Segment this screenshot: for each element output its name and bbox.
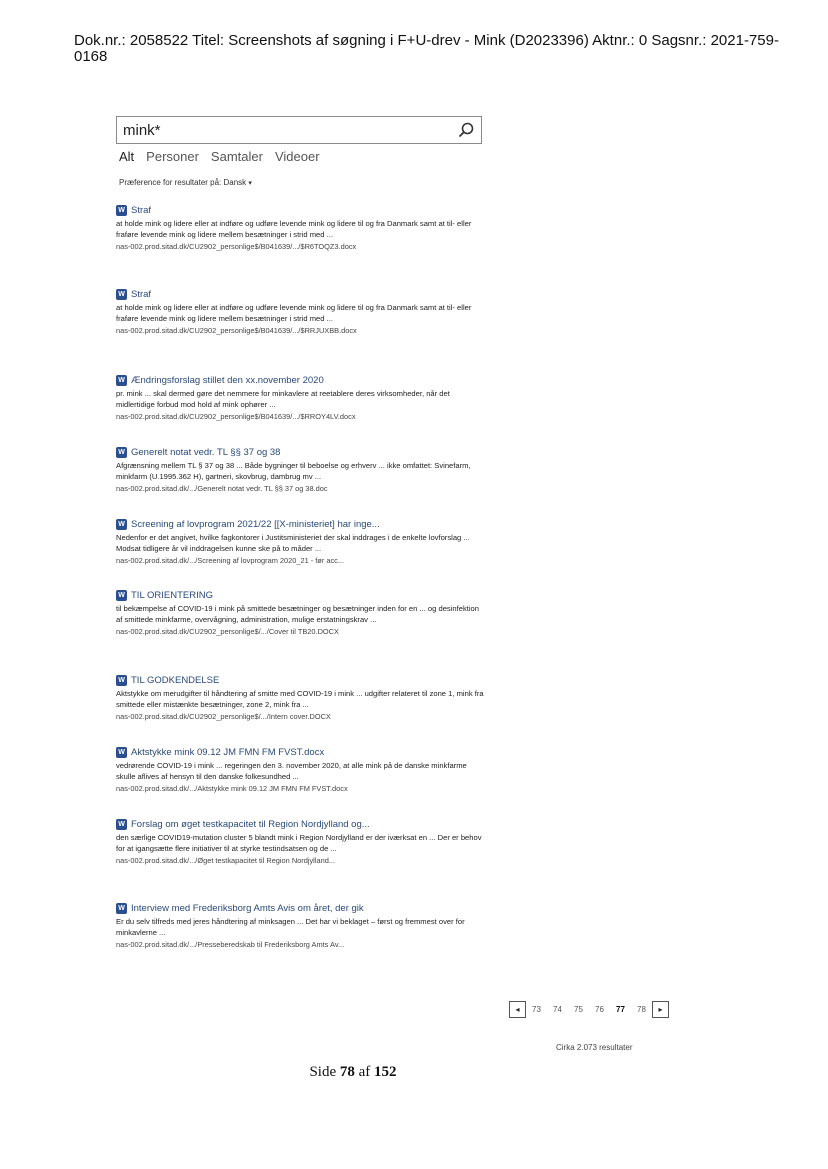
result-title[interactable]: TIL GODKENDELSE: [131, 675, 220, 686]
word-doc-icon: W: [116, 519, 127, 530]
result-title[interactable]: Straf: [131, 205, 152, 216]
result-title[interactable]: TIL ORIENTERING: [131, 590, 213, 601]
result-title[interactable]: Ændringsforslag stillet den xx.november 2020: [131, 375, 324, 386]
next-page-button[interactable]: ▸: [652, 1001, 669, 1018]
word-doc-icon: W: [116, 675, 127, 686]
tab-samtaler[interactable]: Samtaler: [210, 149, 263, 164]
result-item: [116, 447, 486, 493]
result-item: [116, 375, 486, 421]
result-url: nas-002.prod.sitad.dk/CU2902_personlige$/B041639/.../$RRJUXBB.docx: [116, 326, 357, 335]
result-url: nas-002.prod.sitad.dk/.../Screening af lovprogram 2020_21 - før acc...: [116, 556, 344, 565]
result-url: nas-002.prod.sitad.dk/.../Generelt notat vedr. TL §§ 37 og 38.doc: [116, 484, 328, 493]
tab-personer[interactable]: Personer: [146, 149, 199, 164]
tab-alt[interactable]: Alt: [119, 149, 135, 164]
search-icon[interactable]: [457, 121, 475, 139]
result-snippet: Afgrænsning mellem TL § 37 og 38 ... Både bygninger til beboelse og erhverv ... ikke omfattet: Svinefarm, minkfarm (U.1995.362 H), gartneri, skovbrug, dambrug mv ...: [116, 461, 471, 481]
word-doc-icon: W: [116, 447, 127, 458]
footer-middle: af: [354, 1064, 375, 1080]
search-box[interactable]: [116, 116, 482, 144]
word-doc-icon: W: [116, 375, 127, 386]
result-item: [116, 519, 486, 565]
result-snippet: at holde mink og lidere eller at indføre og udføre levende mink og lidere til og fra Danmark samt at til- eller fraføre levende mink og lidere mellem besætninger i strid med ...: [116, 219, 472, 239]
result-item: [116, 289, 486, 335]
page-footer: [0, 1064, 706, 1081]
tab-videoer[interactable]: Videoer: [274, 149, 320, 164]
page-link-73[interactable]: 73: [532, 1004, 541, 1014]
result-title[interactable]: Generelt notat vedr. TL §§ 37 og 38: [131, 447, 281, 458]
result-snippet: pr. mink ... skal dermed gøre det nemmere for minkavlere at reetablere deres virksomheder, når det midlertidige forbud mod hold af mink ophører ...: [116, 389, 450, 409]
page-link-75[interactable]: 75: [574, 1004, 583, 1014]
result-url: nas-002.prod.sitad.dk/.../Øget testkapacitet til Region Nordjylland...: [116, 856, 335, 865]
result-title[interactable]: Aktstykke mink 09.12 JM FMN FM FVST.docx: [131, 747, 325, 758]
result-url: nas-002.prod.sitad.dk/CU2902_personlige$/B041639/.../$RROY4LV.docx: [116, 412, 356, 421]
result-item: [116, 903, 486, 949]
previous-page-button[interactable]: ◂: [509, 1001, 526, 1018]
search-input[interactable]: [123, 120, 443, 140]
word-doc-icon: W: [116, 903, 127, 914]
result-item: [116, 819, 486, 865]
result-item: [116, 205, 486, 251]
result-url: nas-002.prod.sitad.dk/CU2902_personlige$/.../Intern cover.DOCX: [116, 712, 331, 721]
result-item: [116, 675, 486, 721]
chevron-down-icon[interactable]: ▾: [248, 180, 252, 187]
pagination: [509, 999, 669, 1019]
result-url: nas-002.prod.sitad.dk/CU2902_personlige$/.../Cover til TB20.DOCX: [116, 627, 339, 636]
page-link-77: 77: [616, 1004, 625, 1014]
word-doc-icon: W: [116, 747, 127, 758]
search-tabs: [119, 149, 320, 164]
result-snippet: Er du selv tilfreds med jeres håndtering af minksagen ... Det har vi beklaget – først og fremmest over for minkavlerne ...: [116, 917, 465, 937]
result-count: Cirka 2.073 resultater: [556, 1043, 633, 1052]
page-link-78[interactable]: 78: [637, 1004, 646, 1014]
word-doc-icon: W: [116, 590, 127, 601]
result-title[interactable]: Interview med Frederiksborg Amts Avis om året, der gik: [131, 903, 364, 914]
word-doc-icon: W: [116, 205, 127, 216]
result-snippet: vedrørende COVID-19 i mink ... regeringen den 3. november 2020, at alle mink på de danske minkfarme skulle aflives af hensyn til den danske folkesundhed ...: [116, 761, 467, 781]
word-doc-icon: W: [116, 289, 127, 300]
result-snippet: den særlige COVID19-mutation cluster 5 blandt mink i Region Nordjylland er der iværksat en ... Der er behov for at igangsætte flere initiativer til at styrke testindsatsen og de ...: [116, 833, 482, 853]
result-title[interactable]: Screening af lovprogram 2021/22 [[X-ministeriet] har inge...: [131, 519, 380, 530]
result-title[interactable]: Straf: [131, 289, 152, 300]
result-snippet: Nedenfor er det angivet, hvilke fagkontorer i Justitsministeriet der skal inddrages i de enkelte lovforslag ... Modsat tidligere år vil inddragelsen kunne ske på to måder ...: [116, 533, 470, 553]
footer-prefix: Side: [309, 1064, 340, 1080]
word-doc-icon: W: [116, 819, 127, 830]
document-header: Dok.nr.: 2058522 Titel: Screenshots af søgning i F+U-drev - Mink (D2023396) Aktnr.: 0 Sagsnr.: 2021-759-0168: [74, 32, 779, 65]
result-url: nas-002.prod.sitad.dk/CU2902_personlige$/B041639/.../$R6TOQZ3.docx: [116, 242, 357, 251]
footer-page-number: 78: [339, 1064, 355, 1080]
result-snippet: Aktstykke om merudgifter til håndtering af smitte med COVID-19 i mink ... udgifter relateret til zone 1, mink fra smittede eller mistænkte besætninger, zone 2, mink fra ...: [116, 689, 484, 709]
language-preference-label: Præference for resultater på: Dansk: [119, 178, 247, 187]
result-url: nas-002.prod.sitad.dk/.../Aktstykke mink 09.12 JM FMN FM FVST.docx: [116, 784, 348, 793]
language-preference[interactable]: [119, 178, 252, 187]
result-title[interactable]: Forslag om øget testkapacitet til Region Nordjylland og...: [131, 819, 370, 830]
result-item: [116, 590, 486, 636]
page-link-74[interactable]: 74: [553, 1004, 562, 1014]
result-snippet: til bekæmpelse af COVID-19 i mink på smittede besætninger og besætninger inden for en ... og desinfektion af smittede minkfarme, overvågning, administration, mulige erstatningskrav ...: [116, 604, 480, 624]
result-url: nas-002.prod.sitad.dk/.../Presseberedskab til Frederiksborg Amts Av...: [116, 940, 345, 949]
result-item: [116, 747, 486, 793]
footer-total-pages: 152: [374, 1064, 397, 1080]
result-snippet: at holde mink og lidere eller at indføre og udføre levende mink og lidere til og fra Danmark samt at til- eller fraføre levende mink og lidere mellem besætninger i strid med ...: [116, 303, 472, 323]
page-link-76[interactable]: 76: [595, 1004, 604, 1014]
